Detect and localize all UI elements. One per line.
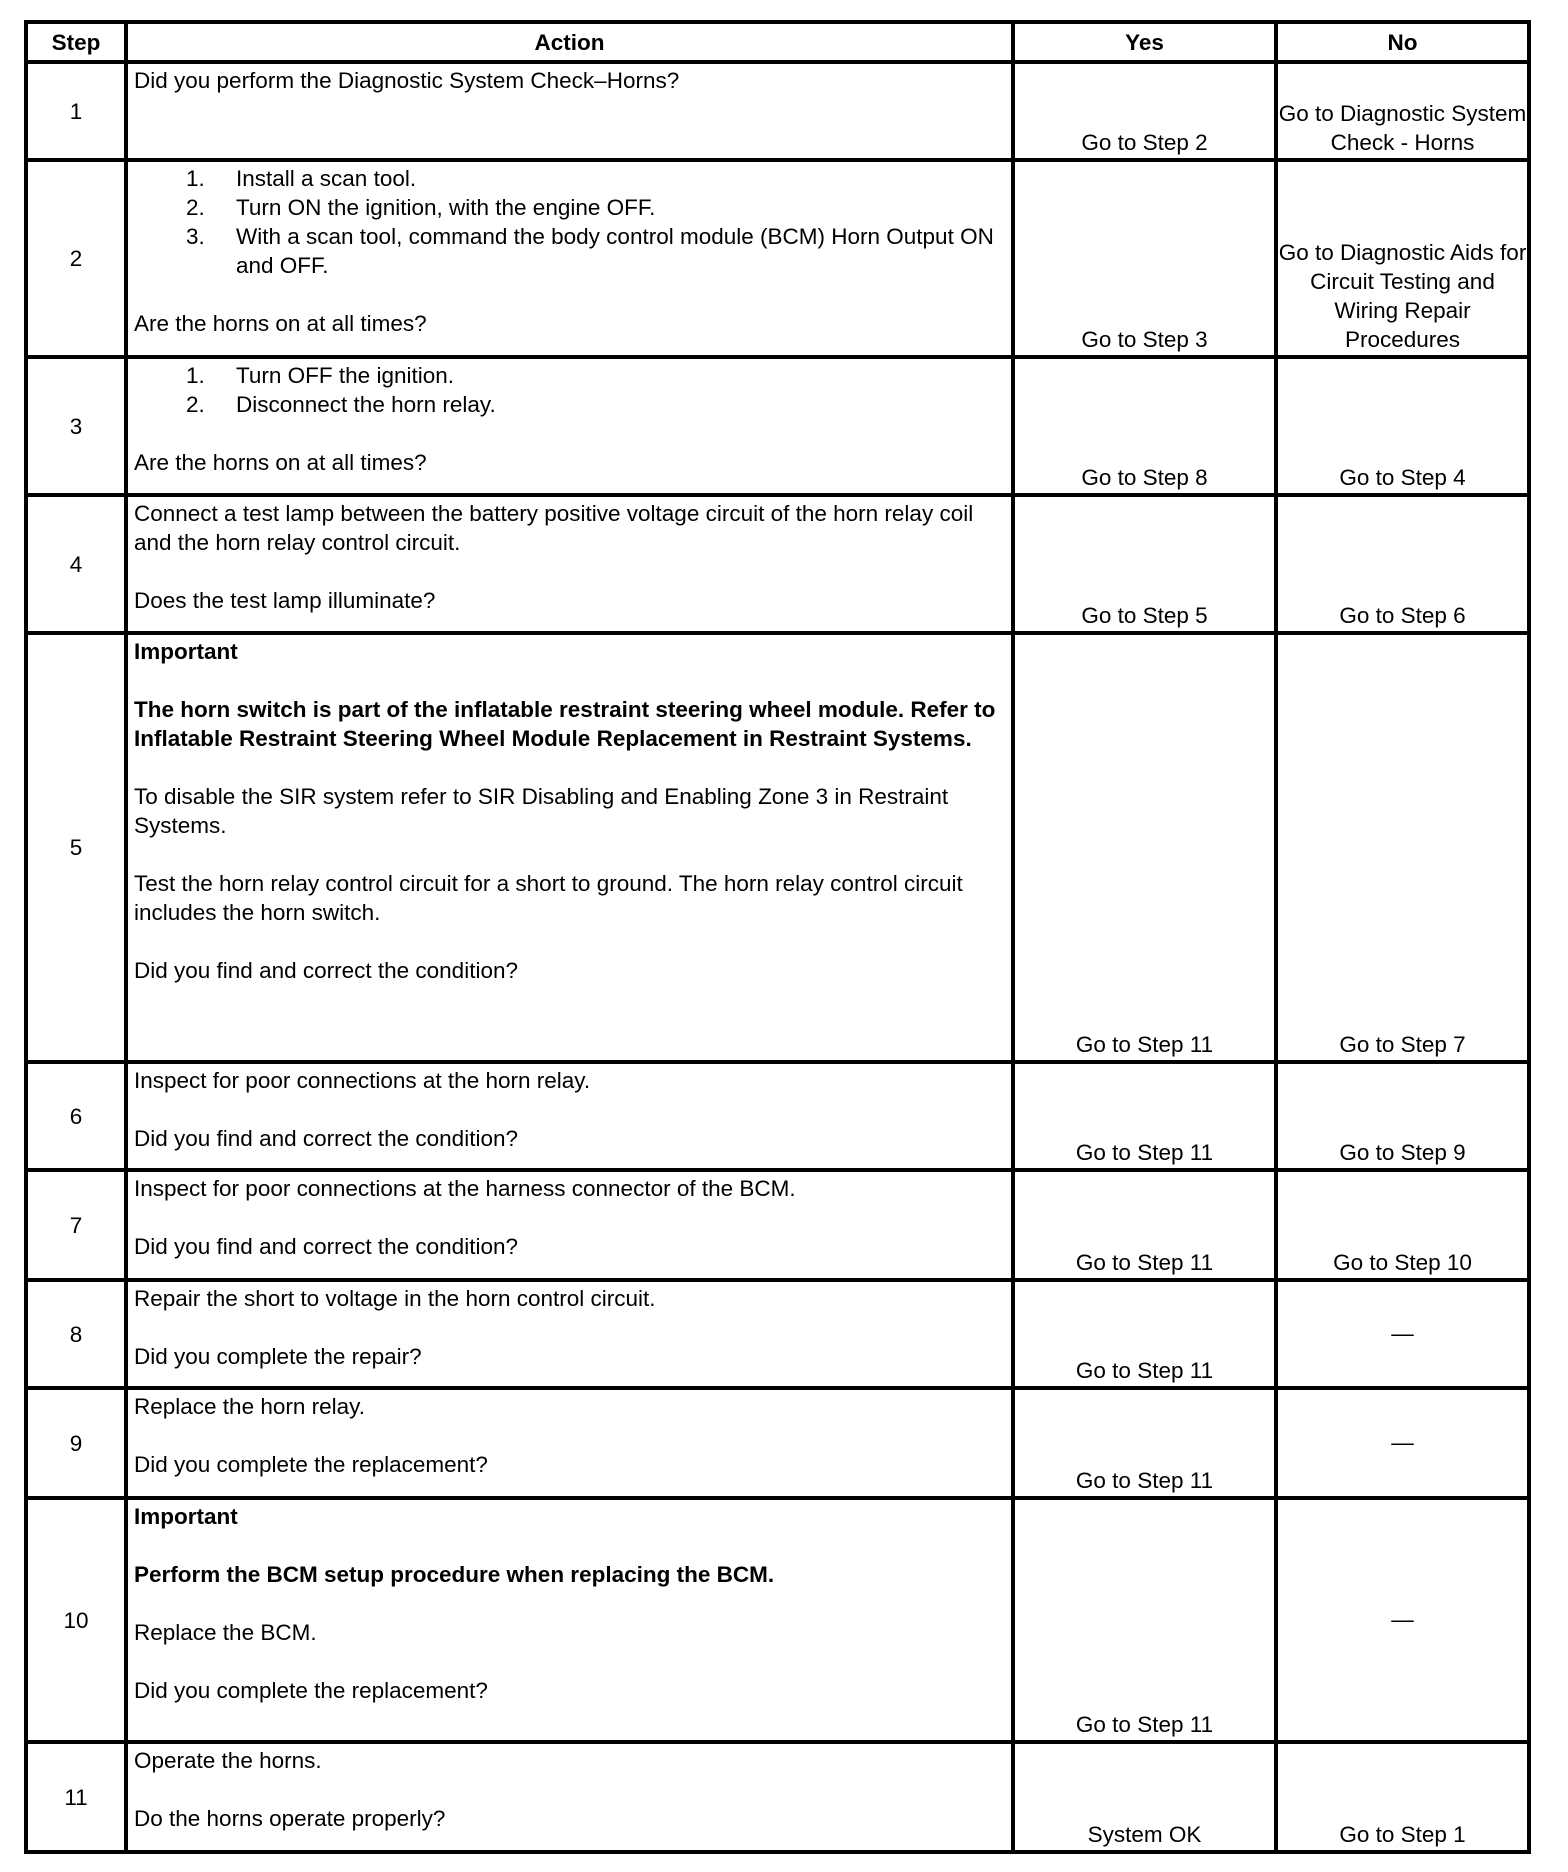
no-link[interactable]: Go to Diagnostic Aids for Circuit Testing and Wiring Repair Procedures: [1276, 160, 1529, 357]
substep-item: [186, 222, 1005, 280]
step-number: 11: [26, 1742, 126, 1852]
yes-link[interactable]: Go to Step 11: [1013, 1498, 1276, 1742]
action-text: Inspect for poor connections at the harness connector of the BCM.: [134, 1176, 796, 1201]
header-row: [26, 22, 1529, 62]
action-text: Replace the horn relay.: [134, 1394, 365, 1419]
action-question: Did you complete the replacement?: [134, 1678, 488, 1703]
action-text: Repair the short to voltage in the horn control circuit.: [134, 1286, 656, 1311]
step-number: 5: [26, 633, 126, 1062]
no-dash: —: [1276, 1280, 1529, 1388]
yes-link[interactable]: Go to Step 3: [1013, 160, 1276, 357]
table-row: [26, 1170, 1529, 1280]
action-question: Does the test lamp illuminate?: [134, 588, 436, 613]
no-link[interactable]: Go to Step 9: [1276, 1062, 1529, 1170]
step-number: 2: [26, 160, 126, 357]
substep-text: Turn ON the ignition, with the engine OFF.: [236, 195, 656, 220]
action-text: Test the horn relay control circuit for a short to ground. The horn relay control circuit includes the horn switch.: [134, 871, 963, 925]
header-no: No: [1276, 22, 1529, 62]
table-row: [26, 1742, 1529, 1852]
step-number: 10: [26, 1498, 126, 1742]
action-cell: [126, 1388, 1013, 1498]
yes-link[interactable]: Go to Step 11: [1013, 633, 1276, 1062]
header-step: Step: [26, 22, 126, 62]
action-text: Replace the BCM.: [134, 1620, 317, 1645]
yes-link[interactable]: Go to Step 11: [1013, 1062, 1276, 1170]
substep-item: [186, 390, 1005, 419]
substep-item: [186, 164, 1005, 193]
yes-link[interactable]: Go to Step 2: [1013, 62, 1276, 160]
action-cell: [126, 1062, 1013, 1170]
diagnostic-table: [24, 20, 1531, 1854]
yes-link[interactable]: System OK: [1013, 1742, 1276, 1852]
substep-text: Disconnect the horn relay.: [236, 392, 496, 417]
table-row: [26, 495, 1529, 633]
step-number: 9: [26, 1388, 126, 1498]
action-cell: [126, 62, 1013, 160]
action-text: Inspect for poor connections at the horn relay.: [134, 1068, 591, 1093]
action-question: Did you perform the Diagnostic System Check–Horns?: [134, 68, 680, 93]
table-row: [26, 1388, 1529, 1498]
action-question: Did you complete the repair?: [134, 1344, 422, 1369]
substep-number: 2.: [186, 195, 205, 220]
no-link[interactable]: Go to Step 7: [1276, 633, 1529, 1062]
action-cell: [126, 495, 1013, 633]
substep-text: Turn OFF the ignition.: [236, 363, 455, 388]
yes-link[interactable]: Go to Step 11: [1013, 1170, 1276, 1280]
action-cell: [126, 633, 1013, 1062]
step-number: 4: [26, 495, 126, 633]
substep-number: 2.: [186, 392, 205, 417]
table-row: [26, 62, 1529, 160]
action-question: Are the horns on at all times?: [134, 311, 427, 336]
action-cell: [126, 1170, 1013, 1280]
substep-list: [134, 361, 1005, 419]
action-question: Are the horns on at all times?: [134, 450, 427, 475]
table-row: [26, 1062, 1529, 1170]
action-question: Did you complete the replacement?: [134, 1452, 488, 1477]
substep-number: 1.: [186, 363, 205, 388]
important-text: Perform the BCM setup procedure when replacing the BCM.: [134, 1562, 775, 1587]
header-yes: Yes: [1013, 22, 1276, 62]
substep-number: 1.: [186, 166, 205, 191]
action-text: Operate the horns.: [134, 1748, 322, 1773]
substep-text: Install a scan tool.: [236, 166, 417, 191]
table-row: [26, 357, 1529, 495]
yes-link[interactable]: Go to Step 11: [1013, 1388, 1276, 1498]
no-link[interactable]: Go to Step 10: [1276, 1170, 1529, 1280]
table-row: [26, 1280, 1529, 1388]
important-label: Important: [134, 639, 238, 664]
action-question: Did you find and correct the condition?: [134, 1126, 518, 1151]
action-cell: [126, 1498, 1013, 1742]
step-number: 6: [26, 1062, 126, 1170]
yes-link[interactable]: Go to Step 8: [1013, 357, 1276, 495]
action-question: Did you find and correct the condition?: [134, 958, 518, 983]
no-link[interactable]: Go to Step 6: [1276, 495, 1529, 633]
substep-item: [186, 361, 1005, 390]
yes-link[interactable]: Go to Step 5: [1013, 495, 1276, 633]
step-number: 1: [26, 62, 126, 160]
table-row: [26, 160, 1529, 357]
substep-item: [186, 193, 1005, 222]
important-label: Important: [134, 1504, 238, 1529]
no-link[interactable]: Go to Diagnostic System Check - Horns: [1276, 62, 1529, 160]
action-cell: [126, 1280, 1013, 1388]
action-cell: [126, 357, 1013, 495]
action-cell: [126, 1742, 1013, 1852]
table-row: [26, 633, 1529, 1062]
substep-text: With a scan tool, command the body control module (BCM) Horn Output ON and OFF.: [236, 224, 994, 278]
action-question: Do the horns operate properly?: [134, 1806, 446, 1831]
no-link[interactable]: Go to Step 1: [1276, 1742, 1529, 1852]
step-number: 7: [26, 1170, 126, 1280]
substep-list: [134, 164, 1005, 280]
header-action: Action: [126, 22, 1013, 62]
no-link[interactable]: Go to Step 4: [1276, 357, 1529, 495]
yes-link[interactable]: Go to Step 11: [1013, 1280, 1276, 1388]
important-text: The horn switch is part of the inflatable restraint steering wheel module. Refer to Inflatable Restraint Steering Wheel Module Replacement in Restraint Systems.: [134, 697, 996, 751]
no-dash: —: [1276, 1388, 1529, 1498]
table-row: [26, 1498, 1529, 1742]
action-text: Connect a test lamp between the battery positive voltage circuit of the horn relay coil and the horn relay control circuit.: [134, 501, 974, 555]
action-text: To disable the SIR system refer to SIR Disabling and Enabling Zone 3 in Restraint Systems.: [134, 784, 949, 838]
action-cell: [126, 160, 1013, 357]
action-question: Did you find and correct the condition?: [134, 1234, 518, 1259]
step-number: 3: [26, 357, 126, 495]
substep-number: 3.: [186, 224, 205, 249]
step-number: 8: [26, 1280, 126, 1388]
no-dash: —: [1276, 1498, 1529, 1742]
